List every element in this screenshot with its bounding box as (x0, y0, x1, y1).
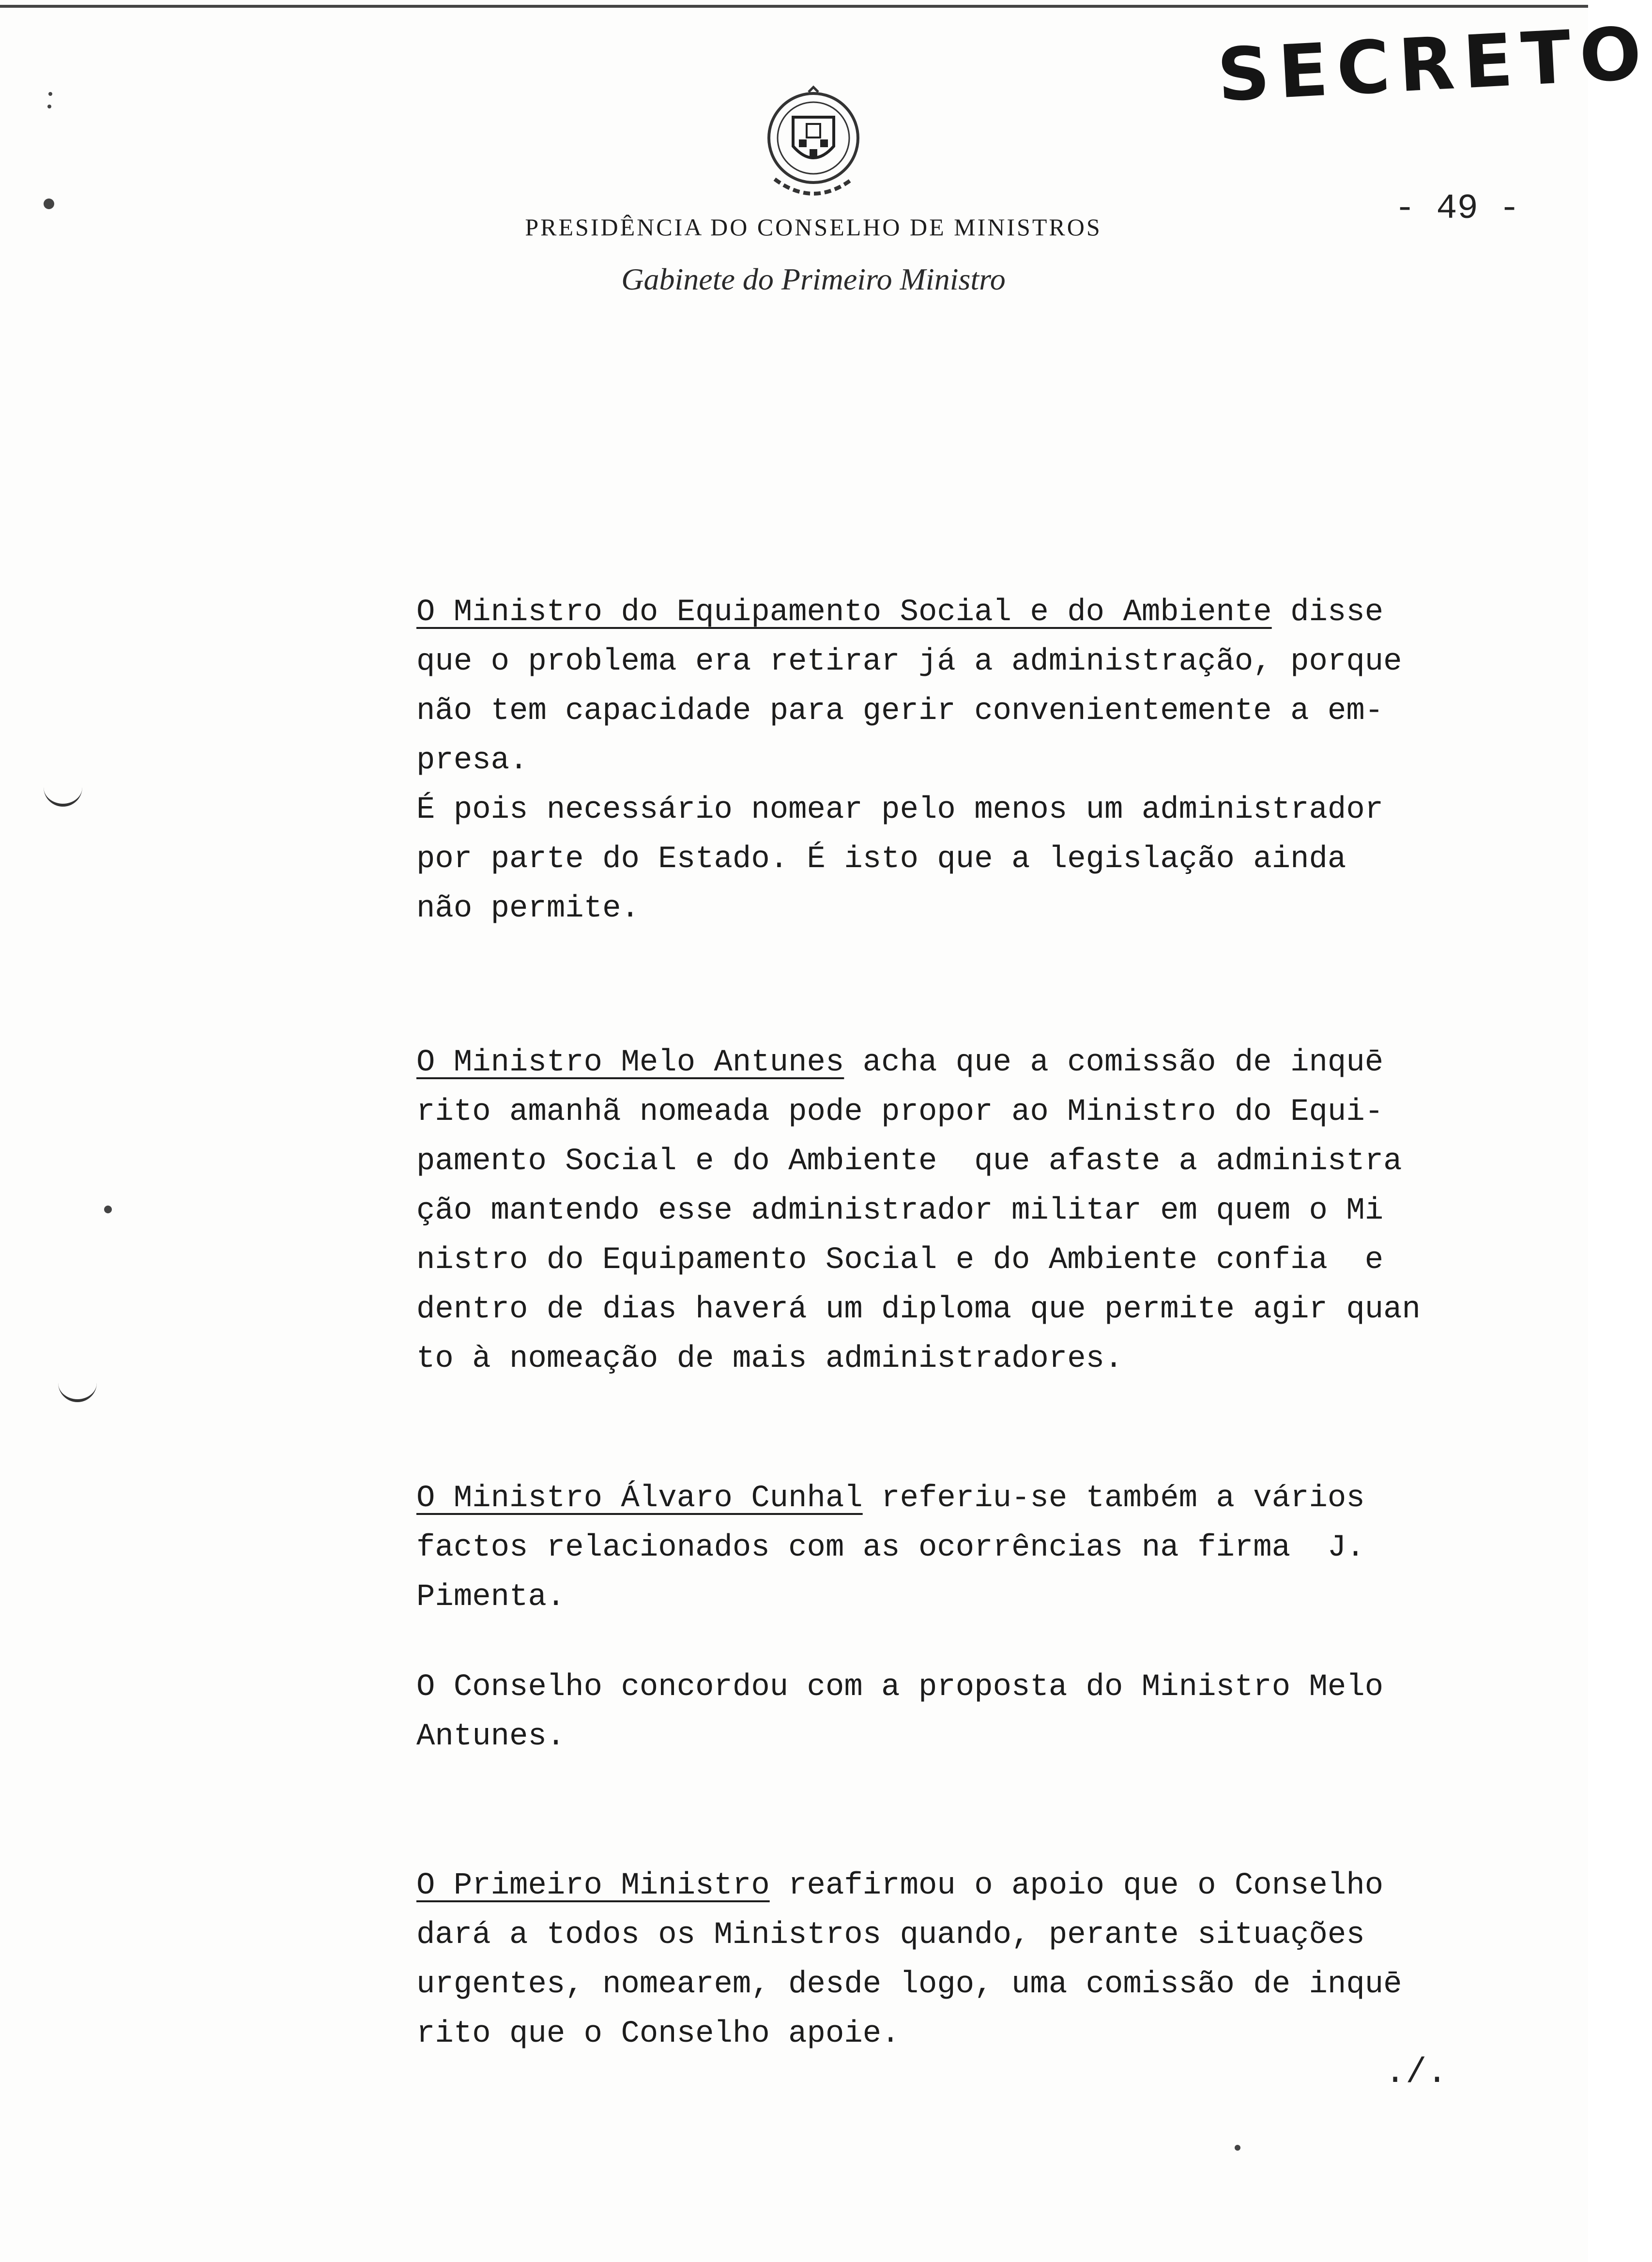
paragraph-text: disse que o problema era retirar já a administração, porque não tem capacidade para gerir convenientemente a em- presa. É pois necessário nomear pelo menos um administrador por parte do Estado. É isto que a legislação ainda não permite. (416, 595, 1402, 926)
top-edge-line (0, 5, 1588, 8)
speaker-name: O Ministro do Equipamento Social e do Ambiente (416, 595, 1272, 630)
office-name: Gabinete do Primeiro Ministro (621, 262, 1006, 296)
paragraph-text: reafirmou o apoio que o Conselho dará a todos os Ministros quando, perante situações urgentes, nomearem, desde logo, uma comissão de inquē rito que o Conselho apoie. (416, 1868, 1402, 2051)
punch-hole (58, 1370, 97, 1402)
paragraph-5 (416, 1762, 1491, 2157)
continuation-mark: ./. (1385, 2053, 1448, 2093)
paragraph-text: referiu-se também a vários factos relacionados com as ocorrências na firma J. Pimenta. (416, 1481, 1365, 1615)
paragraph-text: O Conselho concordou com a proposta do Ministro Melo Antunes. (416, 1670, 1384, 1754)
paragraph-text: acha que a comissão de inquē rito amanhã nomeada pode propor ao Ministro do Equi- pamento Social e do Ambiente que afaste a administra ção mantendo esse administrador militar em quem o Mi nistro do Equipamento Social e do Ambiente confia e dentro de dias haverá um diploma que permite agir quan to à nomeação de mais administradores. (416, 1045, 1421, 1376)
ink-speck (1235, 2145, 1240, 2151)
ink-speck (44, 199, 54, 209)
punch-hole (44, 775, 82, 807)
secret-stamp: SECRETO (1215, 11, 1652, 118)
speaker-name: O Ministro Melo Antunes (416, 1045, 844, 1080)
ink-speck (47, 105, 51, 108)
ink-speck (48, 92, 52, 96)
institution-name: PRESIDÊNCIA DO CONSELHO DE MINISTROS (525, 214, 1102, 241)
speaker-name: O Ministro Álvaro Cunhal (416, 1481, 863, 1516)
ink-speck (104, 1206, 112, 1213)
coat-of-arms-icon (755, 87, 872, 208)
speaker-name: O Primeiro Ministro (416, 1868, 770, 1903)
page-number: - 49 - (1394, 189, 1520, 229)
